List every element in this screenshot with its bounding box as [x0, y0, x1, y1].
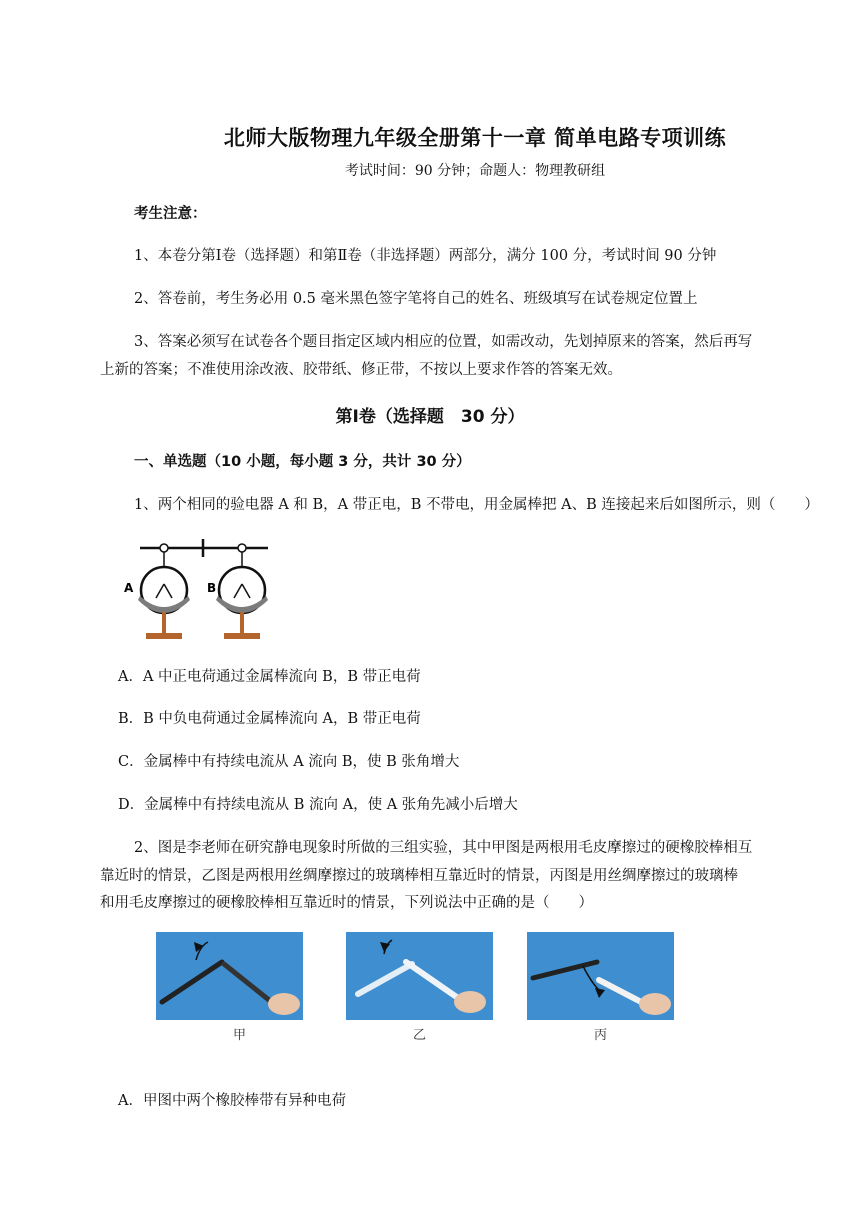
- photo-label-yi: 乙: [412, 1028, 426, 1043]
- q1-option-c[interactable]: C．金属棒中有持续电流从 A 流向 B，使 B 张角增大: [118, 754, 460, 770]
- notice-heading: 考生注意：: [134, 206, 207, 222]
- q1-option-a[interactable]: A．A 中正电荷通过金属棒流向 B，B 带正电荷: [118, 669, 421, 685]
- notice-item-3: 3、答案必须写在试卷各个题目指定区域内相应的位置，如需改动，先划掉原来的答案，然后再写: [134, 334, 753, 350]
- notice-item-1: 1、本卷分第Ⅰ卷（选择题）和第Ⅱ卷（非选择题）两部分，满分 100 分，考试时间 90 分钟: [134, 248, 717, 264]
- electroscope-a: [138, 544, 190, 639]
- q2-option-a[interactable]: A．甲图中两个橡胶棒带有异种电荷: [118, 1093, 346, 1109]
- electroscope-figure: [118, 534, 278, 646]
- photo-jia: [156, 932, 303, 1020]
- label-b: B: [207, 581, 217, 595]
- page-title: 北师大版物理九年级全册第十一章 简单电路专项训练: [223, 126, 727, 150]
- question-2-stem-line-1: 2、图是李老师在研究静电现象时所做的三组实验，其中甲图是两根用毛皮摩擦过的硬橡胶棒相互: [134, 840, 753, 856]
- question-1-stem: 1、两个相同的验电器 A 和 B，A 带正电，B 不带电，用金属棒把 A、B 连接起来后如图所示，则（ ）: [134, 497, 819, 513]
- section-title: 第Ⅰ卷（选择题 30 分）: [335, 407, 525, 427]
- exam-info: 考试时间：90 分钟；命题人：物理教研组: [344, 163, 606, 179]
- question-2-stem-line-2: 靠近时的情景，乙图是两根用丝绸摩擦过的玻璃棒相互靠近时的情景，丙图是用丝绸摩擦过的玻璃棒: [100, 868, 738, 884]
- photo-yi: [346, 932, 493, 1020]
- q1-option-d[interactable]: D．金属棒中有持续电流从 B 流向 A，使 A 张角先减小后增大: [118, 797, 518, 813]
- electroscope-b: [216, 544, 268, 639]
- electroscope-diagram: [118, 534, 278, 646]
- label-a: A: [124, 581, 134, 595]
- part-heading: 一、单选题（10 小题，每小题 3 分，共计 30 分）: [134, 454, 471, 470]
- question-2-stem-line-3: 和用毛皮摩擦过的硬橡胶棒相互靠近时的情景，下列说法中正确的是（ ）: [100, 895, 593, 911]
- q1-option-b[interactable]: B．B 中负电荷通过金属棒流向 A，B 带正电荷: [118, 711, 421, 727]
- photo-bing: [527, 932, 674, 1020]
- notice-item-2: 2、答卷前，考生务必用 0.5 毫米黑色签字笔将自己的姓名、班级填写在试卷规定位置上: [134, 291, 698, 307]
- photo-label-jia: 甲: [232, 1028, 246, 1043]
- notice-item-3-cont: 上新的答案；不准使用涂改液、胶带纸、修正带，不按以上要求作答的答案无效。: [100, 362, 622, 378]
- photo-label-bing: 丙: [593, 1028, 607, 1043]
